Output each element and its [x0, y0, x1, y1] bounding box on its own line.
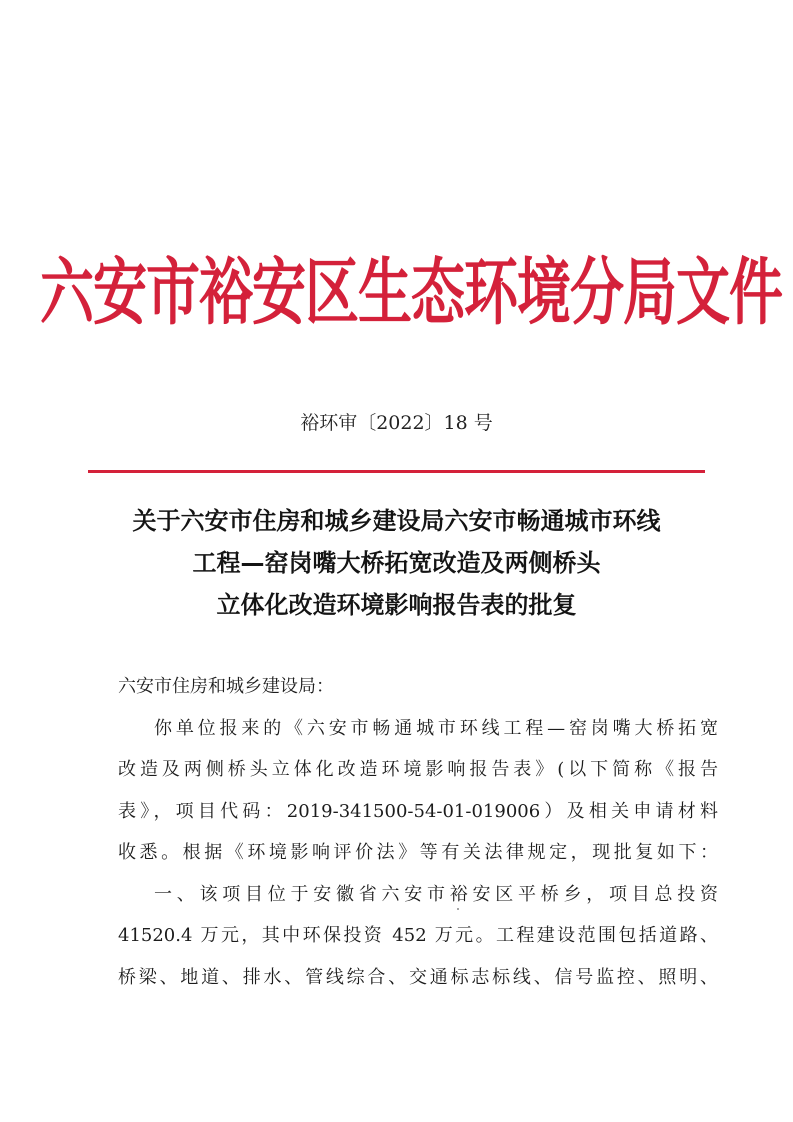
body-line-4: 收悉。根据《环境影响评价法》等有关法律规定，现批复如下： — [118, 842, 718, 863]
body-line-3: 表》，项目代码：2019-341500-54-01-019006）及相关申请材料 — [118, 800, 718, 822]
title-line-2: 工程—窑岗嘴大桥拓宽改造及两侧桥头 — [192, 549, 601, 577]
body-line-5: 一、该项目位于安徽省六安市裕安区平桥乡，项目总投资 — [154, 883, 718, 905]
scan-speck — [457, 908, 459, 910]
salutation: 六安市住房和城乡建设局： — [118, 676, 334, 697]
title-line-3: 立体化改造环境影响报告表的批复 — [216, 591, 577, 619]
body-line-7: 桥梁、地道、排水、管线综合、交通标志标线、信号监控、照明、 — [118, 966, 718, 988]
red-divider-line — [88, 470, 705, 473]
document-number: 裕环审〔2022〕18 号 — [300, 412, 493, 434]
issuer-header: 六安市裕安区生态环境分局文件 — [40, 249, 782, 335]
document-title — [80, 500, 713, 626]
body-line-1: 你单位报来的《六安市畅通城市环线工程—窑岗嘴大桥拓宽 — [154, 717, 718, 739]
document-body — [118, 666, 718, 998]
title-line-1: 关于六安市住房和城乡建设局六安市畅通城市环线 — [132, 507, 661, 535]
body-line-2: 改造及两侧桥头立体化改造环境影响报告表》(以下简称《报告 — [118, 759, 718, 780]
body-line-6: 41520.4 万元，其中环保投资 452 万元。工程建设范围包括道路、 — [118, 925, 718, 946]
